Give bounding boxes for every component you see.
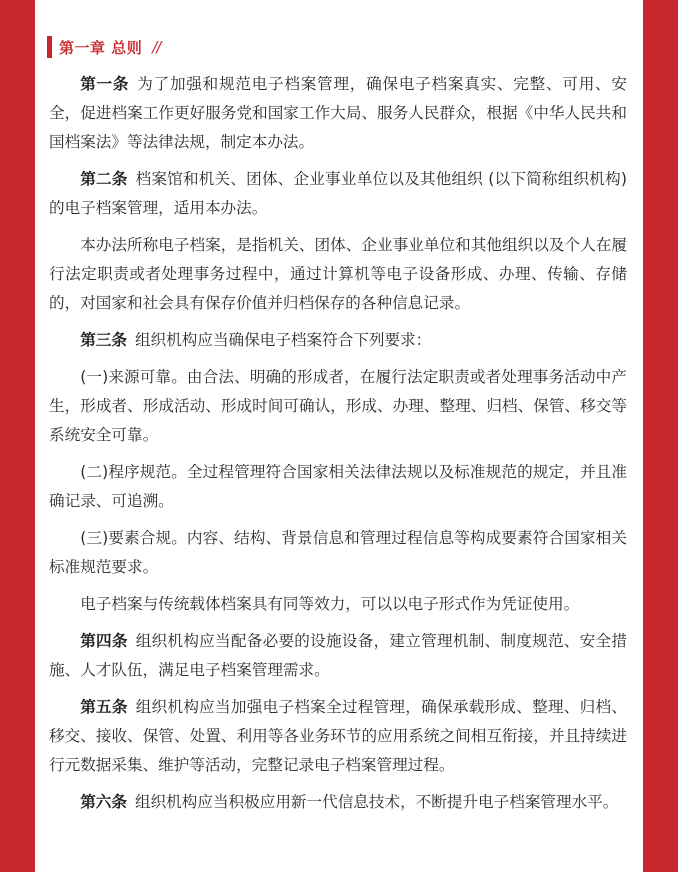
article-number: 第五条 [80,698,128,716]
chapter-heading [47,34,627,60]
paragraph-item-1 [47,363,627,450]
article-number: 第四条 [80,632,128,650]
article-number: 第六条 [80,793,127,811]
article-number: 第一条 [80,75,130,93]
chapter-title: 第一章 总则 [59,38,143,57]
paragraph-article-3 [47,326,627,355]
paragraph-article-4 [47,627,627,685]
paragraph-text: 本办法所称电子档案，是指机关、团体、企业事业单位和其他组织以及个人在履行法定职责或者处理事务过程中，通过计算机等电子设备形成、办理、传输、存储的，对国家和社会具有保存价值并归档保存的各种信息记录。 [49,236,627,312]
paragraph-item-3 [47,524,627,582]
paragraph-text: 电子档案与传统载体档案具有同等效力，可以以电子形式作为凭证使用。 [80,595,580,613]
paragraph-article-2 [47,165,627,223]
heading-decor: // [152,38,161,56]
paragraph-article-5 [47,693,627,780]
paragraph-text: 组织机构应当加强电子档案全过程管理，确保承载形成、整理、归档、移交、接收、保管、处置、利用等各业务环节的应用系统之间相互衔接，并且持续进行元数据采集、维护等活动，完整记录电子档案管理过程。 [49,698,627,774]
paragraph-text: 组织机构应当确保电子档案符合下列要求： [134,331,432,349]
paragraph-text: (二)程序规范。全过程管理符合国家相关法律法规以及标准规范的规定，并且准确记录、可追溯。 [49,463,627,510]
paragraph-text: (一)来源可靠。由合法、明确的形成者，在履行法定职责或者处理事务活动中产生，形成者、形成活动、形成时间可确认，形成、办理、整理、归档、保管、移交等系统安全可靠。 [49,368,627,444]
paragraph-article-6 [47,788,627,817]
paragraph-equivalence [47,590,627,619]
paragraph-text: 为了加强和规范电子档案管理，确保电子档案真实、完整、可用、安全，促进档案工作更好服务党和国家工作大局、服务人民群众，根据《中华人民共和国档案法》等法律法规，制定本办法。 [49,75,627,151]
heading-accent-bar [47,36,52,58]
paragraph-definition [47,231,627,318]
paragraph-text: 档案馆和机关、团体、企业事业单位以及其他组织 (以下简称组织机构)的电子档案管理，适用本办法。 [49,170,627,217]
paragraph-text: (三)要素合规。内容、结构、背景信息和管理过程信息等构成要素符合国家相关标准规范要求。 [49,529,627,576]
article-number: 第二条 [80,170,128,188]
article-number: 第三条 [80,331,127,349]
paragraph-item-2 [47,458,627,516]
paragraph-text: 组织机构应当配备必要的设施设备，建立管理机制、制度规范、安全措施、人才队伍，满足电子档案管理需求。 [49,632,627,679]
paragraph-article-1 [47,70,627,157]
paragraph-text: 组织机构应当积极应用新一代信息技术，不断提升电子档案管理水平。 [134,793,619,811]
document-page [35,0,643,872]
